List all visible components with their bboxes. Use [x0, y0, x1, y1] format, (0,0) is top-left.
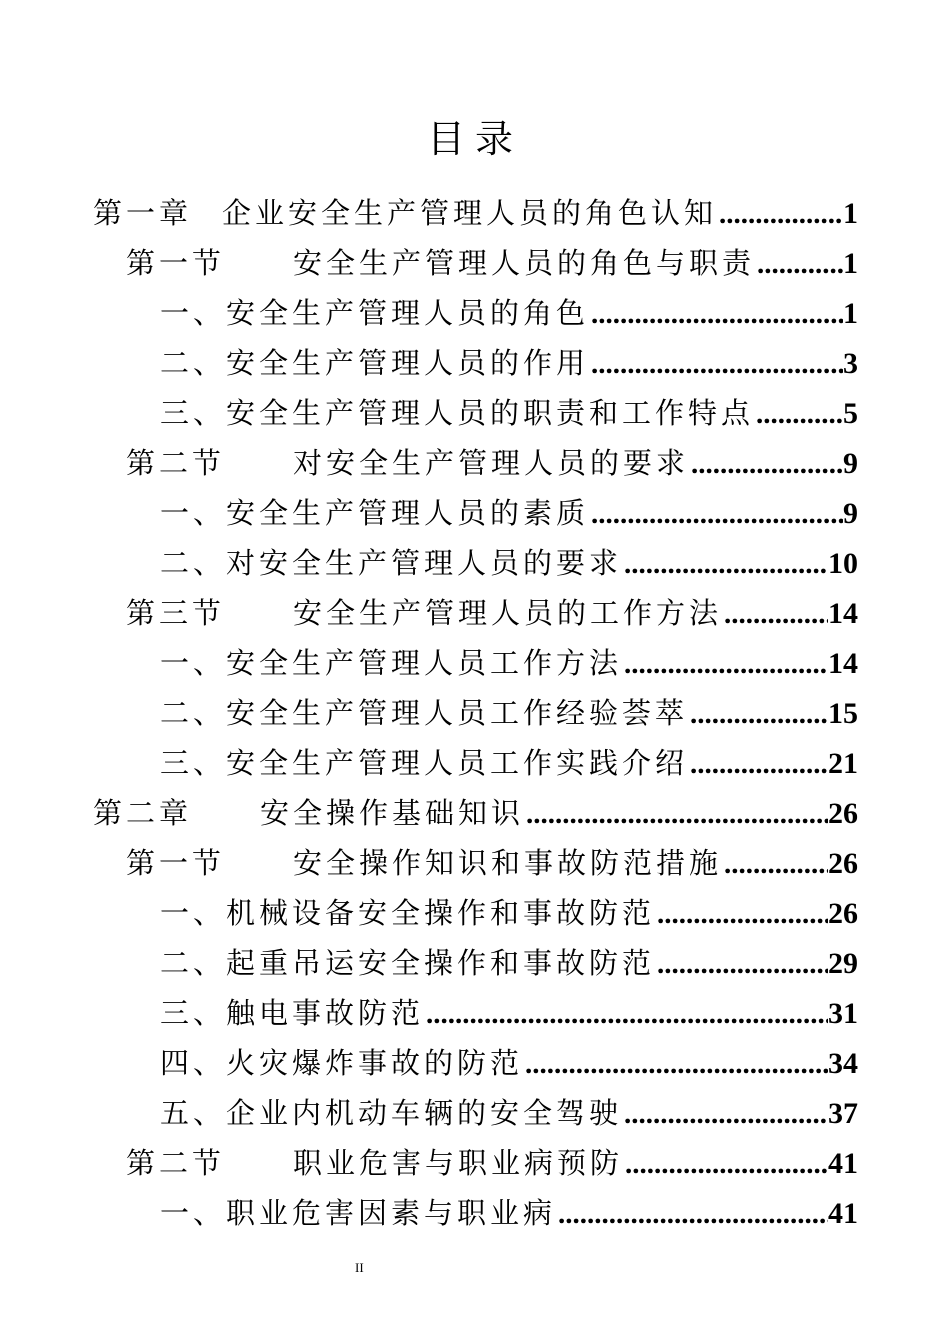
- toc-entry-chapter-2[interactable]: [93, 788, 858, 838]
- entry-number: 第一节: [126, 846, 226, 880]
- entry-number: 第二节: [126, 446, 226, 480]
- dot-leader: [558, 1189, 828, 1239]
- entry-page-number: 26: [828, 847, 858, 880]
- dot-leader: [591, 339, 843, 389]
- toc-entry-item[interactable]: [160, 1188, 858, 1238]
- dot-leader: [719, 189, 843, 239]
- entry-text: 安全生产管理人员的角色与职责: [293, 246, 756, 280]
- entry-page-number: 3: [843, 347, 858, 380]
- toc-entry-chapter-1[interactable]: [93, 188, 858, 238]
- toc-entry-item[interactable]: [160, 338, 858, 388]
- toc-entry-item[interactable]: [160, 638, 858, 688]
- dot-leader: [724, 589, 828, 639]
- entry-text: 三、安全生产管理人员工作实践介绍: [160, 746, 689, 780]
- toc-entry-item[interactable]: [160, 388, 858, 438]
- entry-text: 一、安全生产管理人员的角色: [160, 296, 590, 330]
- entry-page-number: 14: [828, 647, 858, 680]
- entry-number: 第一章: [93, 196, 193, 230]
- dot-leader: [624, 1089, 828, 1139]
- entry-page-number: 41: [828, 1197, 858, 1230]
- entry-page-number: 5: [843, 397, 858, 430]
- entry-page-number: 41: [828, 1147, 858, 1180]
- dot-leader: [691, 439, 843, 489]
- entry-text: 安全操作基础知识: [260, 796, 525, 830]
- toc-entry-item[interactable]: [160, 288, 858, 338]
- dot-leader: [757, 239, 843, 289]
- toc-entry-section[interactable]: [126, 1138, 858, 1188]
- page-title: 目录: [426, 117, 523, 161]
- dot-leader: [426, 989, 828, 1039]
- page-footer-number: II: [355, 1260, 364, 1275]
- toc-entry-item[interactable]: [160, 1038, 858, 1088]
- entry-number: 第二章: [93, 796, 193, 830]
- toc-entry-item[interactable]: [160, 988, 858, 1038]
- toc-entry-section[interactable]: [126, 438, 858, 488]
- dot-leader: [690, 689, 828, 739]
- entry-number: 第三节: [126, 596, 226, 630]
- dot-leader: [724, 839, 828, 889]
- entry-page-number: 31: [828, 997, 858, 1030]
- entry-text: 职业危害与职业病预防: [293, 1146, 624, 1180]
- entry-text: 二、起重吊运安全操作和事故防范: [160, 946, 656, 980]
- entry-page-number: 21: [828, 747, 858, 780]
- entry-number: 第二节: [126, 1146, 226, 1180]
- entry-text: 五、企业内机动车辆的安全驾驶: [160, 1096, 623, 1130]
- entry-page-number: 1: [843, 247, 858, 280]
- dot-leader: [690, 739, 828, 789]
- entry-number: 第一节: [126, 246, 226, 280]
- entry-text: 三、触电事故防范: [160, 996, 425, 1030]
- toc-entry-item[interactable]: [160, 938, 858, 988]
- dot-leader: [657, 939, 828, 989]
- entry-page-number: 10: [828, 547, 858, 580]
- dot-leader: [756, 389, 843, 439]
- entry-text: 二、安全生产管理人员工作经验荟萃: [160, 696, 689, 730]
- dot-leader: [624, 639, 828, 689]
- entry-page-number: 34: [828, 1047, 858, 1080]
- entry-page-number: 26: [828, 797, 858, 830]
- entry-page-number: 15: [828, 697, 858, 730]
- toc-entry-item[interactable]: [160, 688, 858, 738]
- toc-entry-item[interactable]: [160, 888, 858, 938]
- entry-text: 安全生产管理人员的工作方法: [293, 596, 723, 630]
- entry-text: 一、机械设备安全操作和事故防范: [160, 896, 656, 930]
- entry-text: 二、安全生产管理人员的作用: [160, 346, 590, 380]
- dot-leader: [525, 1039, 828, 1089]
- dot-leader: [591, 289, 843, 339]
- toc-entry-section[interactable]: [126, 588, 858, 638]
- entry-page-number: 1: [843, 197, 858, 230]
- entry-text: 安全操作知识和事故防范措施: [293, 846, 723, 880]
- entry-text: 四、火灾爆炸事故的防范: [160, 1046, 524, 1080]
- dot-leader: [625, 1139, 828, 1189]
- entry-text: 对安全生产管理人员的要求: [293, 446, 690, 480]
- toc-entry-item[interactable]: [160, 488, 858, 538]
- entry-text: 二、对安全生产管理人员的要求: [160, 546, 623, 580]
- toc-entry-item[interactable]: [160, 1088, 858, 1138]
- entry-text: 三、安全生产管理人员的职责和工作特点: [160, 396, 755, 430]
- entry-text: 一、安全生产管理人员工作方法: [160, 646, 623, 680]
- entry-page-number: 9: [843, 497, 858, 530]
- entry-page-number: 29: [828, 947, 858, 980]
- entry-page-number: 9: [843, 447, 858, 480]
- entry-page-number: 26: [828, 897, 858, 930]
- dot-leader: [657, 889, 828, 939]
- dot-leader: [624, 539, 828, 589]
- entry-page-number: 1: [843, 297, 858, 330]
- entry-page-number: 37: [828, 1097, 858, 1130]
- toc-entry-section[interactable]: [126, 238, 858, 288]
- dot-leader: [526, 789, 828, 839]
- entry-text: 企业安全生产管理人员的角色认知: [222, 196, 718, 230]
- toc-entry-section[interactable]: [126, 838, 858, 888]
- entry-page-number: 14: [828, 597, 858, 630]
- entry-text: 一、职业危害因素与职业病: [160, 1196, 557, 1230]
- toc-entry-item[interactable]: [160, 738, 858, 788]
- entry-text: 一、安全生产管理人员的素质: [160, 496, 590, 530]
- dot-leader: [591, 489, 843, 539]
- toc-entry-item[interactable]: [160, 538, 858, 588]
